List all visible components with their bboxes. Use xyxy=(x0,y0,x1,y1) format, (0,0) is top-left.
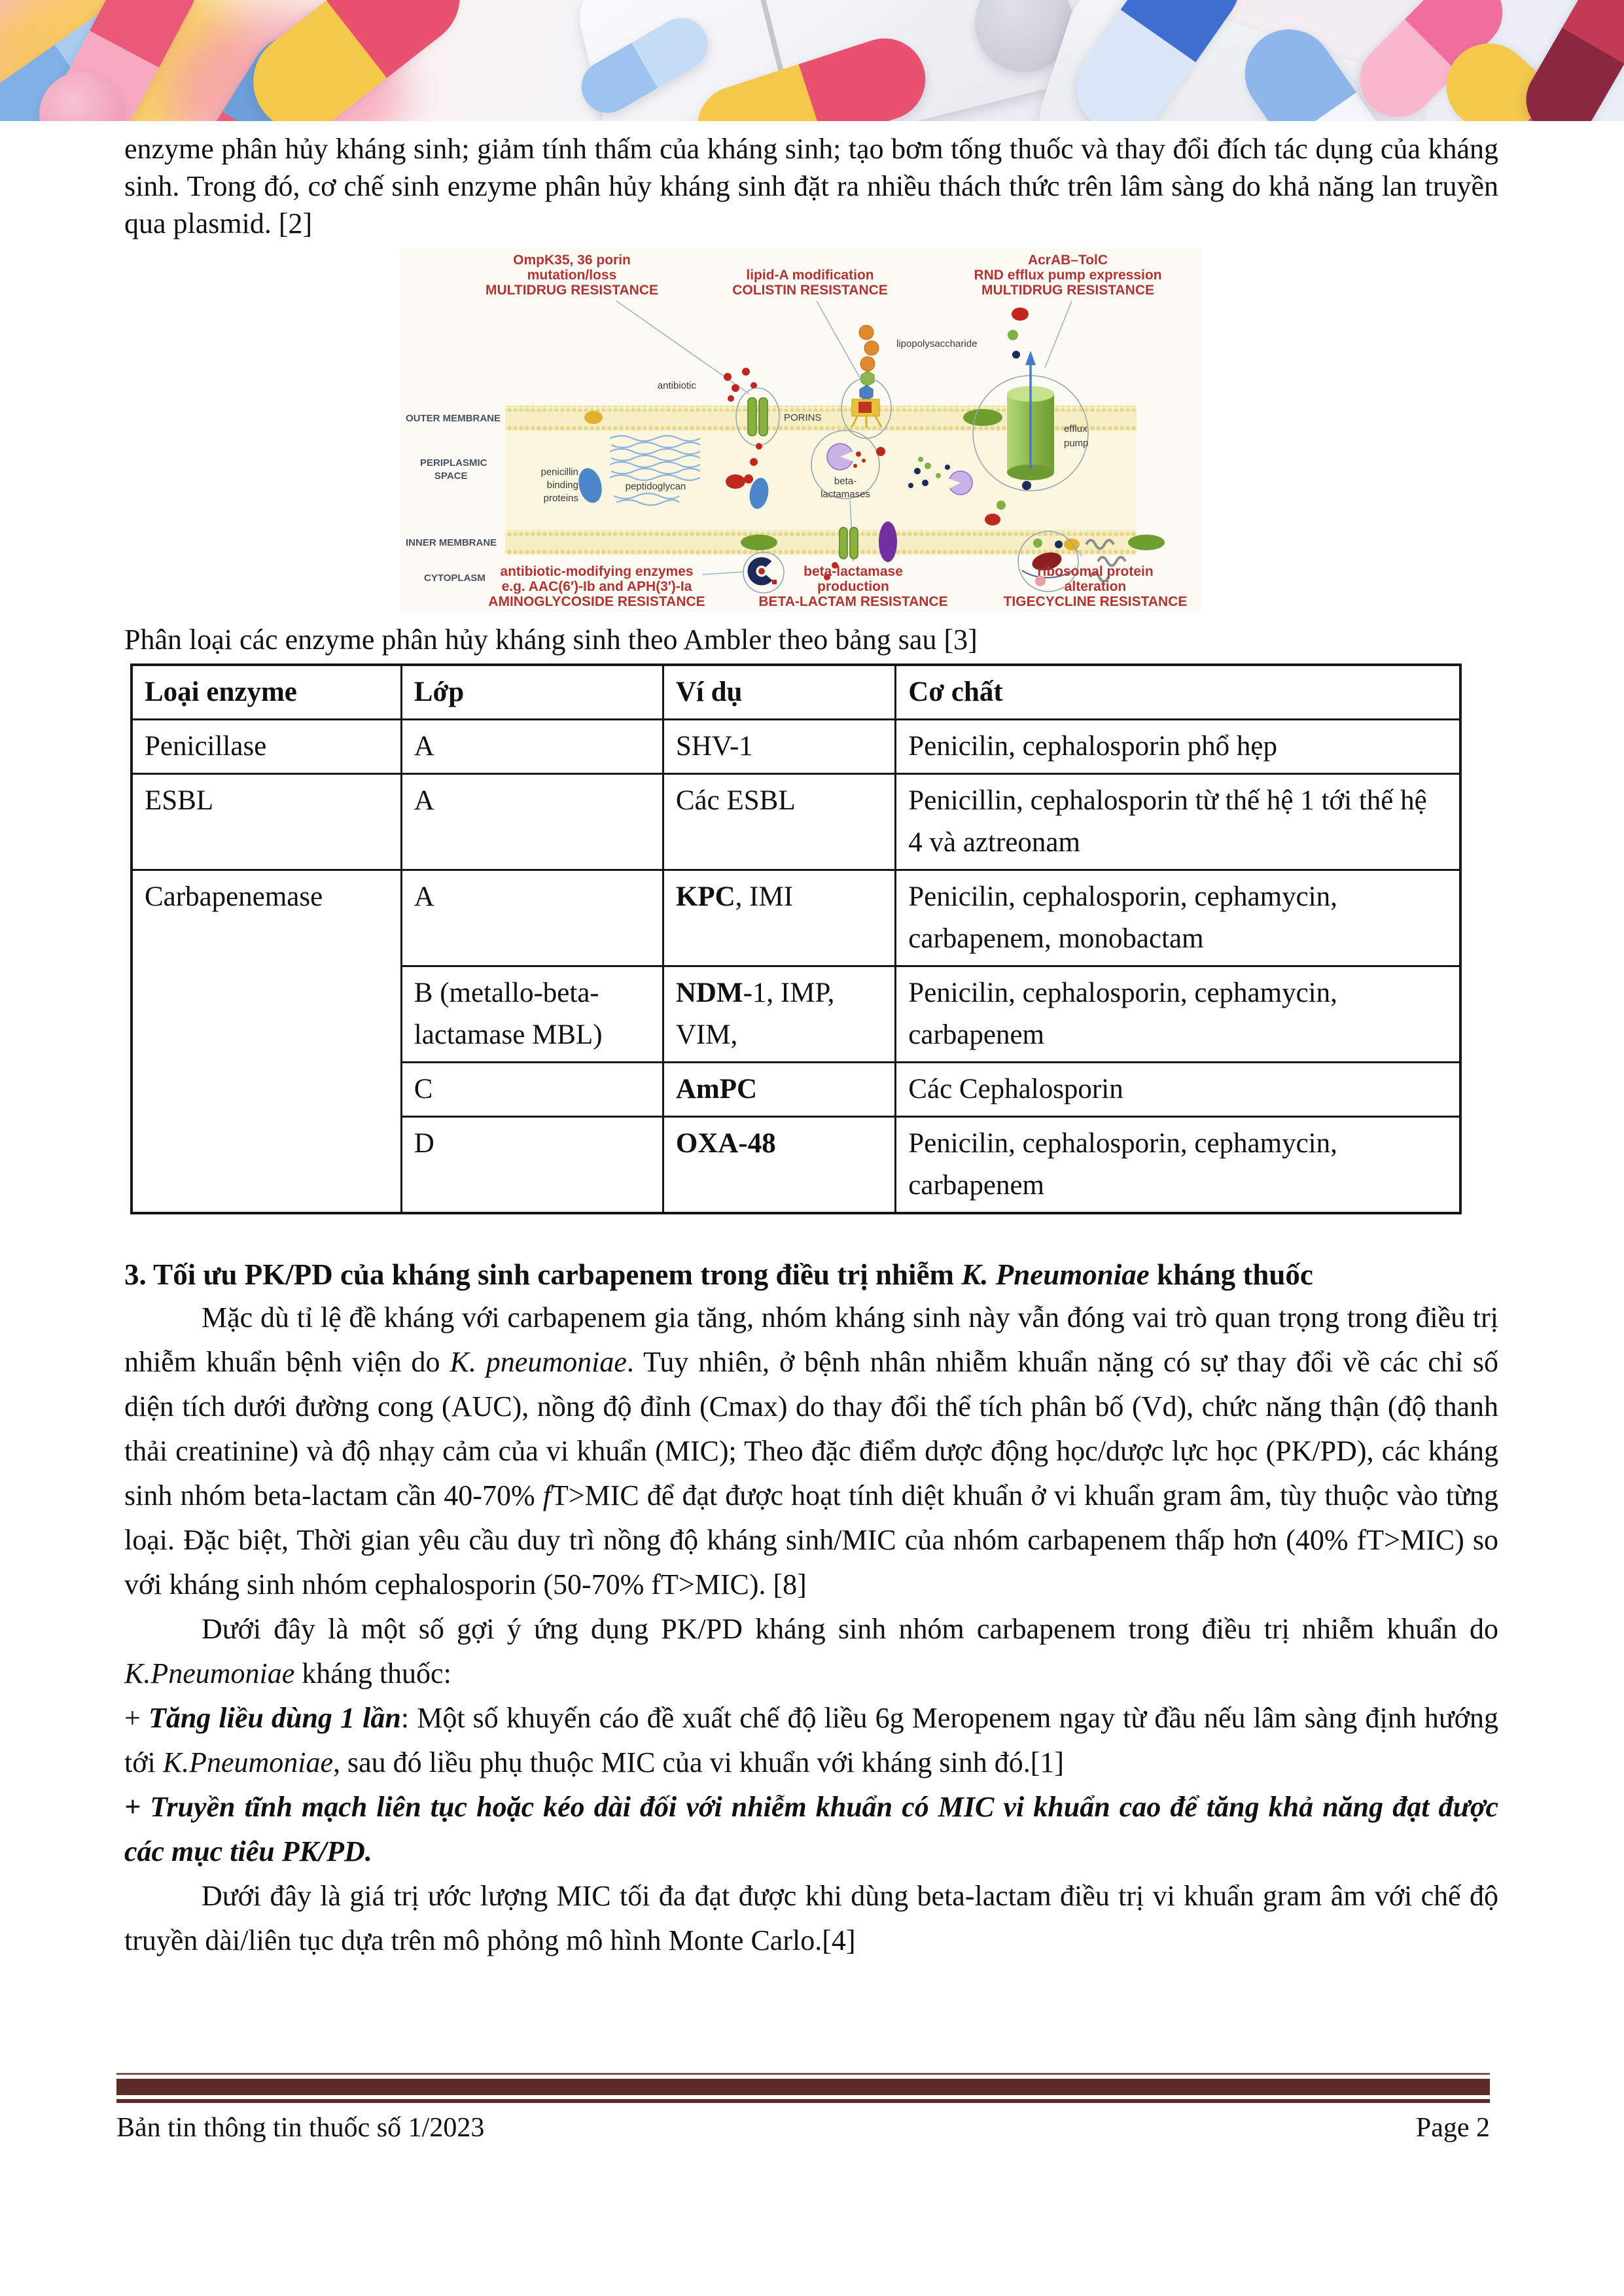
svg-text:AMINOGLYCOSIDE RESISTANCE: AMINOGLYCOSIDE RESISTANCE xyxy=(488,594,705,609)
cell-substrate: Penicilin, cephalosporin phổ hẹp xyxy=(896,720,1460,774)
svg-text:ribosomal protein: ribosomal protein xyxy=(1037,564,1154,579)
lipopolysaccharide-label: lipopolysaccharide xyxy=(896,338,978,349)
inner-membrane-label: INNER MEMBRANE xyxy=(406,537,497,548)
cell-example: AmPC xyxy=(663,1063,895,1117)
footer-bulletin-title: Bản tin thông tin thuốc số 1/2023 xyxy=(116,2113,485,2143)
cell-class: A xyxy=(401,870,663,966)
table-header-row xyxy=(132,665,1460,720)
table-row xyxy=(132,870,1460,966)
pkpd-main-paragraph: Mặc dù tỉ lệ đề kháng với carbapenem gia tăng, nhóm kháng sinh này vẫn đóng vai trò quan trọng trong điều trị nhiễm khuẩn bệnh viện do K. pneumoniae. Tuy nhiên, ở bệnh nhân nhiễm khuẩn nặng có sự thay đổi về các chỉ số diện tích dưới đường cong (AUC), nồng độ đỉnh (Cmax) do thay đổi thể tích phân bố (Vd), chức năng thận (độ thanh thải creatinine) và độ nhạy cảm của vi khuẩn (MIC); Theo đặc điểm dược động học/dược lực học (PK/PD), các kháng sinh nhóm beta-lactam cần 40-70% fT>MIC để đạt được hoạt tính diệt khuẩn ở vi khuẩn gram âm, tùy thuộc vào từng loại. Đặc biệt, Thời gian yêu cầu duy trì nồng độ kháng sinh/MIC của nhóm carbapenem thấp hơn (40% fT>MIC) so với kháng sinh nhóm cephalosporin (50-70% fT>MIC). [8] xyxy=(124,1301,1499,1600)
peptidoglycan-label: peptidoglycan xyxy=(625,481,686,492)
col-header-class: Lớp xyxy=(401,665,663,720)
capsule xyxy=(1513,0,1624,121)
green-ellipse xyxy=(963,409,1002,426)
svg-text:mutation/loss: mutation/loss xyxy=(527,268,617,283)
footer-rule-thick xyxy=(116,2079,1490,2095)
svg-text:RND efflux pump expression: RND efflux pump expression xyxy=(974,268,1162,283)
bullet-continuous-infusion: + Truyền tĩnh mạch liên tục hoặc kéo dài đối với nhiễm khuẩn có MIC vi khuẩn cao để tăng khả năng đạt được các mục tiêu PK/PD. xyxy=(124,1791,1498,1867)
table-caption: Phân loại các enzyme phân hủy kháng sinh theo Ambler theo bảng sau [3] xyxy=(124,624,978,656)
svg-text:alteration: alteration xyxy=(1064,579,1127,594)
space-label: SPACE xyxy=(434,470,468,482)
cell-class: D xyxy=(401,1117,663,1214)
table-row xyxy=(132,774,1460,870)
cell-substrate: Penicillin, cephalosporin từ thế hệ 1 tới thế hệ 4 và aztreonam xyxy=(896,774,1460,870)
footer-rule-low xyxy=(116,2099,1490,2103)
intro-paragraph: enzyme phân hủy kháng sinh; giảm tính thấm của kháng sinh; tạo bơm tống thuốc và thay đổi đích tác dụng của kháng sinh. Trong đó, cơ chế sinh enzyme phân hủy kháng sinh đặt ra nhiều thách thức trên lâm sàng do khả năng lan truyền qua plasmid. [2] xyxy=(124,133,1498,239)
cell-example: OXA-48 xyxy=(663,1117,895,1214)
yellow-dot xyxy=(1064,539,1080,550)
svg-text:COLISTIN RESISTANCE: COLISTIN RESISTANCE xyxy=(732,283,888,298)
svg-text:antibiotic-modifying enzymes: antibiotic-modifying enzymes xyxy=(500,564,694,579)
pkpd-suggestions-intro: Dưới đây là một số gợi ý ứng dụng PK/PD kháng sinh nhóm carbapenem trong điều trị nhiễm khuẩn do K.Pneumoniae kháng thuốc: xyxy=(124,1613,1498,1689)
ambler-classification-table xyxy=(130,663,1462,1214)
pbp-label: penicillin xyxy=(540,467,578,478)
pbp-label: proteins xyxy=(543,493,578,504)
svg-text:beta-lactamase: beta-lactamase xyxy=(803,564,903,579)
footer-page-number: Page 2 xyxy=(1415,2113,1490,2143)
bullet-single-dose: + Tăng liều dùng 1 lần: Một số khuyến cáo đề xuất chế độ liều 6g Meropenem ngay từ đầu nếu lâm sàng định hướng tới K.Pneumoniae, sau đó liều phụ thuộc MIC của vi khuẩn với kháng sinh đó.[1] xyxy=(124,1702,1498,1778)
col-header-substrate: Cơ chất xyxy=(896,665,1460,720)
svg-text:MULTIDRUG RESISTANCE: MULTIDRUG RESISTANCE xyxy=(485,283,659,298)
cell-example: Các ESBL xyxy=(663,774,895,870)
footer-rule-thin xyxy=(116,2073,1490,2075)
efflux-label: efflux xyxy=(1064,423,1087,434)
resistance-mechanisms-figure xyxy=(400,249,1201,612)
modifying-enzymes-annotation xyxy=(488,564,705,609)
cell-substrate: Các Cephalosporin xyxy=(896,1063,1460,1117)
cell-example: SHV-1 xyxy=(663,720,895,774)
cell-enzyme-carbapenemase: Carbapenemase xyxy=(132,870,401,1214)
cell-class: B (metallo-beta-lactamase MBL) xyxy=(401,966,663,1063)
section-3-heading: 3. Tối ưu PK/PD của kháng sinh carbapenem trong điều trị nhiễm K. Pneumoniae kháng thuốc xyxy=(124,1258,1313,1291)
lipid-a-annotation xyxy=(732,268,888,298)
red-dot xyxy=(726,474,745,489)
mic-monte-carlo-paragraph: Dưới đây là giá trị ước lượng MIC tối đa đạt được khi dùng beta-lactam điều trị vi khuẩn gram âm với chế độ truyền dài/liên tục dựa trên mô phỏng mô hình Monte Carlo.[4] xyxy=(124,1880,1498,1956)
outer-membrane-label: OUTER MEMBRANE xyxy=(406,413,501,424)
periplasmic-label: PERIPLASMIC xyxy=(420,457,487,468)
cytoplasm-label: CYTOPLASM xyxy=(424,573,485,584)
cell-substrate: Penicilin, cephalosporin, cephamycin, carbapenem xyxy=(896,1117,1460,1214)
svg-text:lipid-A modification: lipid-A modification xyxy=(746,268,874,283)
col-header-enzyme: Loại enzyme xyxy=(132,665,401,720)
beta-lactamases-label: beta- xyxy=(834,476,857,487)
cell-class: A xyxy=(401,720,663,774)
table-row xyxy=(132,720,1460,774)
cell-substrate: Penicilin, cephalosporin, cephamycin, carbapenem, monobactam xyxy=(896,870,1460,966)
svg-text:BETA-LACTAM RESISTANCE: BETA-LACTAM RESISTANCE xyxy=(758,594,948,609)
green-ellipse xyxy=(1128,535,1165,550)
svg-text:AcrAB–TolC: AcrAB–TolC xyxy=(1027,253,1108,268)
cell-class: C xyxy=(401,1063,663,1117)
col-header-example: Ví dụ xyxy=(663,665,895,720)
pump-label: pump xyxy=(1064,438,1089,449)
purple-protein xyxy=(879,521,897,562)
antibiotic-label: antibiotic xyxy=(657,380,696,391)
porins-label: PORINS xyxy=(784,412,822,423)
pbp-label: binding xyxy=(546,480,578,491)
cell-substrate: Penicilin, cephalosporin, cephamycin, carbapenem xyxy=(896,966,1460,1063)
svg-text:e.g. AAC(6′)-Ib and APH(3′)-Ia: e.g. AAC(6′)-Ib and APH(3′)-Ia xyxy=(501,579,692,594)
svg-text:TIGECYCLINE RESISTANCE: TIGECYCLINE RESISTANCE xyxy=(1003,594,1188,609)
cell-class: A xyxy=(401,774,663,870)
header-pills-image xyxy=(0,0,1624,121)
svg-text:MULTIDRUG RESISTANCE: MULTIDRUG RESISTANCE xyxy=(981,283,1155,298)
svg-text:production: production xyxy=(817,579,889,594)
cell-enzyme: Penicillase xyxy=(132,720,401,774)
svg-text:OmpK35, 36 porin: OmpK35, 36 porin xyxy=(513,253,631,268)
beta-lactamases-label: lactamases xyxy=(821,489,870,500)
page-footer xyxy=(116,2073,1490,2145)
yellow-dot xyxy=(584,411,603,424)
green-ellipse xyxy=(741,535,777,550)
cell-enzyme: ESBL xyxy=(132,774,401,870)
cell-example: NDM-1, IMP, VIM, xyxy=(663,966,895,1063)
figure-svg xyxy=(400,249,1201,612)
cell-example: KPC, IMI xyxy=(663,870,895,966)
